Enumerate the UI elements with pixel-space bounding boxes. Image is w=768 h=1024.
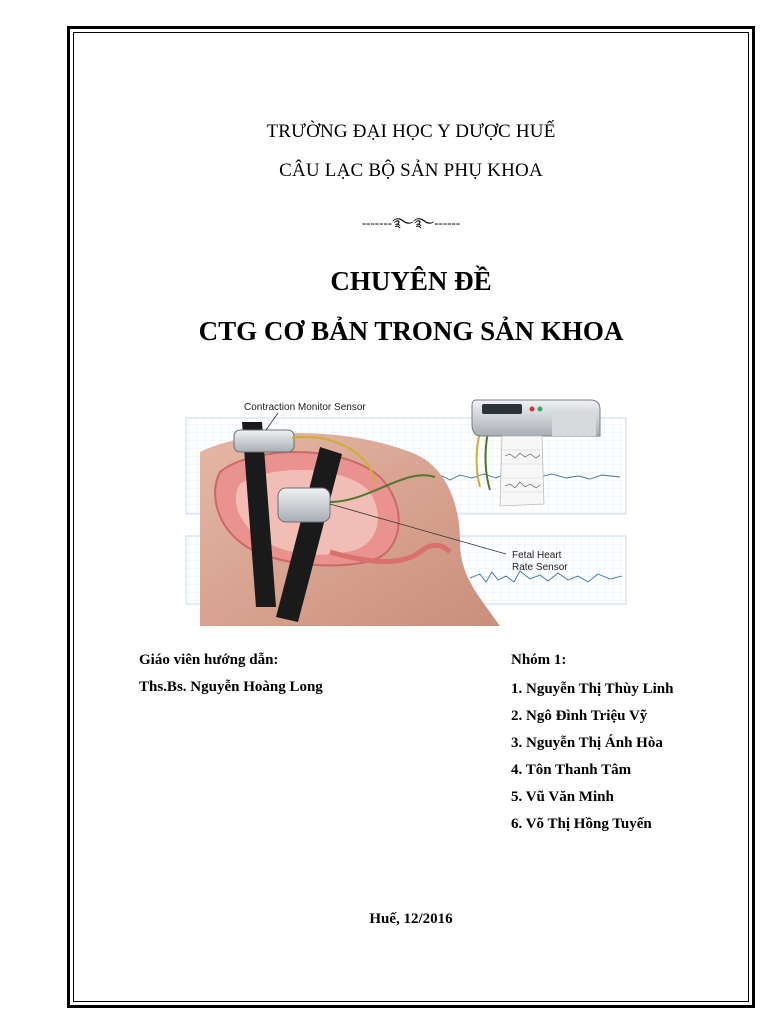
member-item: 2. Ngô Đình Triệu Vỹ xyxy=(511,708,648,724)
advisor-label: Giáo viên hướng dẫn: xyxy=(139,652,279,668)
club-name: CÂU LẠC BỘ SẢN PHỤ KHOA xyxy=(279,160,543,181)
label-contraction-sensor: Contraction Monitor Sensor xyxy=(244,402,366,413)
label-fetal-heart-2: Rate Sensor xyxy=(512,562,568,573)
member-item: 1. Nguyễn Thị Thùy Linh xyxy=(511,681,674,697)
member-item: 3. Nguyễn Thị Ánh Hòa xyxy=(511,735,663,751)
ornament-divider: -------࿐࿐------ xyxy=(361,215,461,230)
member-item: 6. Võ Thị Hồng Tuyến xyxy=(511,816,652,832)
label-fetal-heart-1: Fetal Heart xyxy=(512,550,562,561)
title-topic: CHUYÊN ĐỀ xyxy=(330,266,492,296)
advisor-name: Ths.Bs. Nguyễn Hoàng Long xyxy=(139,679,323,695)
title-subject: CTG CƠ BẢN TRONG SẢN KHOA xyxy=(198,316,624,346)
fetal-heart-sensor xyxy=(278,488,330,522)
group-label: Nhóm 1: xyxy=(511,652,567,668)
ctg-monitor xyxy=(472,400,600,436)
member-item: 4. Tôn Thanh Tâm xyxy=(511,762,632,778)
member-list xyxy=(511,679,673,841)
ctg-illustration xyxy=(180,392,628,626)
member-item: 5. Vũ Văn Minh xyxy=(511,789,614,805)
ctg-paper-strip xyxy=(500,436,544,506)
place-date: Huế, 12/2016 xyxy=(369,911,453,927)
school-name: TRƯỜNG ĐẠI HỌC Y DƯỢC HUẾ xyxy=(266,121,556,142)
contraction-sensor xyxy=(234,430,294,452)
